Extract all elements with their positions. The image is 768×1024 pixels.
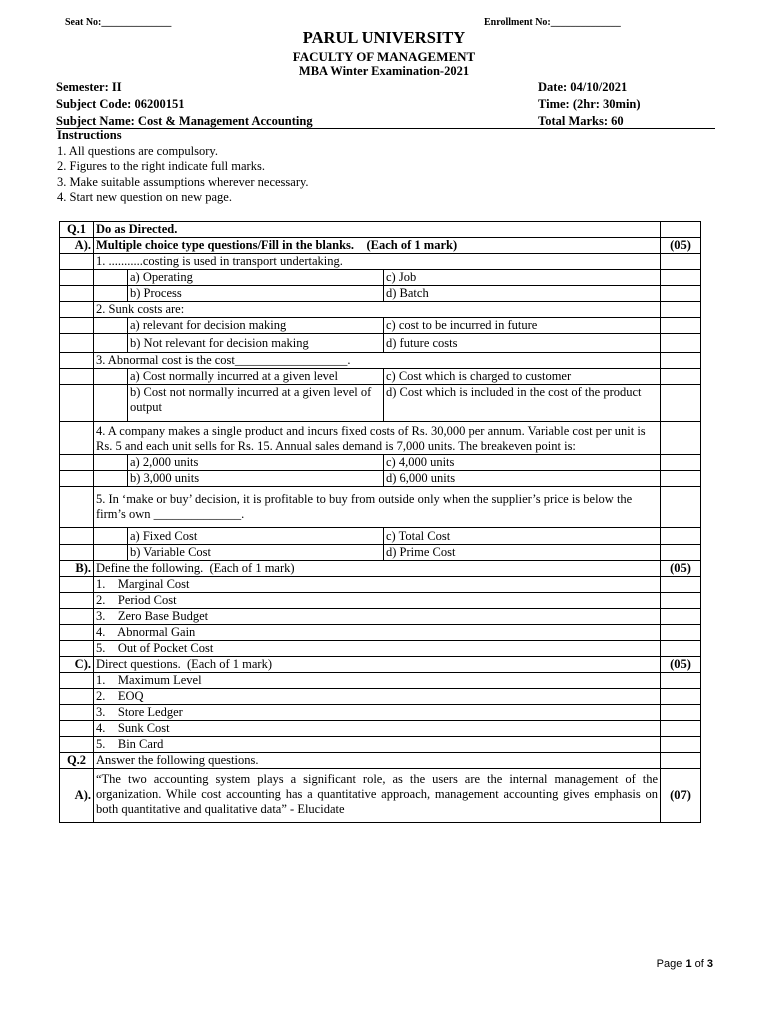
mcq-question: 2. Sunk costs are:: [94, 302, 661, 318]
mcq-option: c) 4,000 units: [384, 455, 661, 471]
instructions: [57, 128, 309, 206]
table-row: [60, 737, 701, 753]
table-row: [60, 593, 701, 609]
faculty-name: FACULTY OF MANAGEMENT: [292, 49, 476, 64]
mcq-option: b) Variable Cost: [128, 545, 384, 561]
table-row: [60, 609, 701, 625]
mcq-option: b) 3,000 units: [128, 471, 384, 487]
list-item: 3. Store Ledger: [94, 705, 661, 721]
mcq-option: b) Not relevant for decision making: [128, 334, 384, 353]
question-number: Q.1: [60, 222, 94, 238]
list-item: 5. Out of Pocket Cost: [94, 641, 661, 657]
table-row: [60, 302, 701, 318]
table-row: [60, 625, 701, 641]
mcq-option: d) Cost which is included in the cost of the product: [384, 385, 661, 422]
question-title: Do as Directed.: [94, 222, 661, 238]
exam-info-right: [538, 79, 641, 130]
table-row: [60, 318, 701, 334]
table-row: [60, 753, 701, 769]
mcq-option: c) cost to be incurred in future: [384, 318, 661, 334]
section-marks: (05): [661, 238, 701, 254]
mcq-option: c) Job: [384, 270, 661, 286]
seat-number-label: Seat No:______________: [65, 17, 172, 28]
question-title: Answer the following questions.: [94, 753, 661, 769]
table-row: [60, 222, 701, 238]
table-row: [60, 577, 701, 593]
list-item: 3. Zero Base Budget: [94, 609, 661, 625]
exam-date: Date: 04/10/2021: [538, 80, 628, 94]
section-title: Multiple choice type questions/Fill in the blanks. (Each of 1 mark): [94, 238, 661, 254]
table-row: [60, 270, 701, 286]
instruction-item: 2. Figures to the right indicate full marks.: [57, 159, 265, 173]
mcq-option: a) relevant for decision making: [128, 318, 384, 334]
list-item: 2. EOQ: [94, 689, 661, 705]
semester: Semester: II: [56, 80, 122, 94]
question-text: “The two accounting system plays a significant role, as the users are the internal management of the organization. While cost accounting has a quantitative approach, management accounting gives emphasis on both quantitative and qualitative data” - Elucidate: [94, 769, 661, 823]
mcq-option: c) Total Cost: [384, 528, 661, 545]
table-row: [60, 422, 701, 455]
table-row: [60, 705, 701, 721]
mcq-question: 5. In ‘make or buy’ decision, it is profitable to buy from outside only when the supplier’s price is below the firm’s own ______________.: [94, 487, 661, 528]
section-label: C).: [60, 657, 94, 673]
university-name: PARUL UNIVERSITY: [302, 28, 466, 47]
list-item: 1. Marginal Cost: [94, 577, 661, 593]
table-row: [60, 641, 701, 657]
exam-info-left: [56, 79, 313, 130]
table-row: [60, 487, 701, 528]
section-marks: (05): [661, 657, 701, 673]
table-row: [60, 334, 701, 353]
table-row: [60, 673, 701, 689]
section-marks: (05): [661, 561, 701, 577]
list-item: 4. Abnormal Gain: [94, 625, 661, 641]
table-row: [60, 353, 701, 369]
table-row: [60, 528, 701, 545]
list-item: 5. Bin Card: [94, 737, 661, 753]
instruction-item: 3. Make suitable assumptions wherever necessary.: [57, 174, 309, 189]
mcq-option: b) Cost not normally incurred at a given level of output: [128, 385, 384, 422]
table-row: [60, 657, 701, 673]
mcq-option: a) 2,000 units: [128, 455, 384, 471]
table-row: [60, 769, 701, 823]
question-number: Q.2: [60, 753, 94, 769]
table-row: [60, 471, 701, 487]
table-row: [60, 545, 701, 561]
enrollment-number-label: Enrollment No:______________: [484, 17, 621, 28]
question-table: [59, 221, 701, 823]
section-label: B).: [60, 561, 94, 577]
total-marks: Total Marks: 60: [538, 114, 624, 128]
list-item: 2. Period Cost: [94, 593, 661, 609]
mcq-option: d) Batch: [384, 286, 661, 302]
table-row: [60, 385, 701, 422]
exam-time: Time: (2hr: 30min): [538, 97, 641, 111]
mcq-option: d) future costs: [384, 334, 661, 353]
subject-code: Subject Code: 06200151: [56, 97, 185, 111]
table-row: [60, 254, 701, 270]
instructions-title: Instructions: [57, 128, 122, 142]
exam-title: MBA Winter Examination-2021: [298, 64, 470, 78]
mcq-question: 1. ...........costing is used in transport undertaking.: [94, 254, 661, 270]
table-row: [60, 238, 701, 254]
subject-name: Subject Name: Cost & Management Accounting: [56, 114, 313, 128]
instruction-item: 4. Start new question on new page.: [57, 190, 232, 204]
section-label: A).: [60, 238, 94, 254]
table-row: [60, 369, 701, 385]
table-row: [60, 561, 701, 577]
list-item: 4. Sunk Cost: [94, 721, 661, 737]
section-title: Define the following. (Each of 1 mark): [94, 561, 661, 577]
mcq-option: c) Cost which is charged to customer: [384, 369, 661, 385]
section-title: Direct questions. (Each of 1 mark): [94, 657, 661, 673]
mcq-option: a) Operating: [128, 270, 384, 286]
mcq-option: d) 6,000 units: [384, 471, 661, 487]
instruction-item: 1. All questions are compulsory.: [57, 143, 218, 158]
mcq-question: 4. A company makes a single product and incurs fixed costs of Rs. 30,000 per annum. Variable cost per unit is Rs. 5 and each unit sells for Rs. 15. Annual sales demand is 7,000 units. The breakeven point is:: [94, 422, 661, 455]
table-row: [60, 721, 701, 737]
mcq-question: 3. Abnormal cost is the cost__________________.: [94, 353, 661, 369]
mcq-option: d) Prime Cost: [384, 545, 661, 561]
table-row: [60, 689, 701, 705]
table-row: [60, 455, 701, 471]
marks-cell: [661, 222, 701, 238]
list-item: 1. Maximum Level: [94, 673, 661, 689]
section-label: A).: [60, 769, 94, 823]
mcq-option: a) Cost normally incurred at a given level: [128, 369, 384, 385]
section-marks: (07): [661, 769, 701, 823]
page-indicator: Page 1 of 3: [656, 958, 713, 970]
table-row: [60, 286, 701, 302]
mcq-option: a) Fixed Cost: [128, 528, 384, 545]
mcq-option: b) Process: [128, 286, 384, 302]
